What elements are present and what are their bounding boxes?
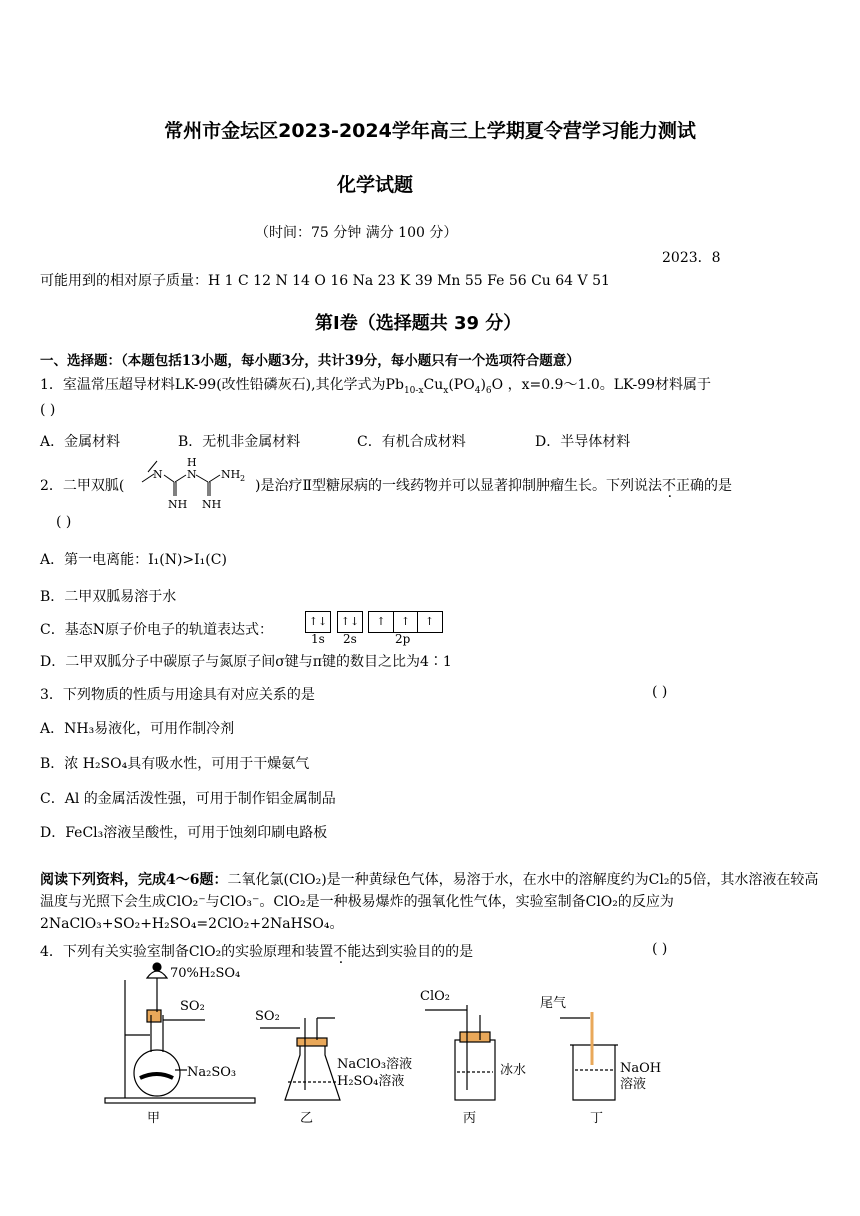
orbital-label-2s: 2s [343, 632, 357, 646]
yi-sol2-label: H₂SO₄溶液 [337, 1074, 405, 1089]
question-4-answer-blank: ( ) [652, 941, 668, 957]
reading-text: 二氧化氯(ClO₂)是一种黄绿色气体，易溶于水，在水中的溶解度约为Cl₂的5倍，其水溶液在较高温度与光照下会生成ClO₂⁻与ClO₃⁻。ClO₂是一种极易爆炸的强氧化性气体，实验室制备ClO₂的反应为2NaClO₃+SO₂+H₂SO₄=2ClO₂+2NaHSO₄。 [40, 872, 819, 932]
structure-n1: N [153, 468, 163, 481]
question-1-option-c[interactable]: C．有机合成材料 [357, 434, 466, 450]
orbital-label-2p: 2p [395, 632, 411, 646]
apparatus-figure [95, 960, 695, 1130]
section-title: 第Ⅰ卷（选择题共 39 分） [315, 313, 522, 334]
question-2-option-d[interactable]: D．二甲双胍分子中碳原子与氮原子间σ键与π键的数目之比为4∶1 [40, 654, 452, 670]
question-3-option-c[interactable]: C．Al 的金属活泼性强，可用于制作铝金属制品 [40, 791, 336, 807]
yi-label: 乙 [300, 1111, 314, 1126]
page-title: 常州市金坛区2023-2024学年高三上学期夏令营学习能力测试 [164, 120, 696, 142]
reading-passage [40, 869, 820, 935]
question-1-stem: 1．室温常压超导材料LK-99(改性铅磷灰石),其化学式为$Pb_{10-x}Cu_x(PO_4)_6O$ ，x=0.9～1.0。LK-99材料属于 [40, 377, 712, 396]
question-2-answer-blank: ( ) [56, 514, 72, 530]
apparatus-bing [425, 1005, 495, 1100]
emphasis-not-q4: 不 [333, 944, 348, 960]
ding-gas-label: 尾气 [540, 996, 567, 1011]
orbital-box-2s: ↑↓ [337, 611, 363, 633]
structure-n2: N [187, 468, 197, 481]
ding-sol2-label: 溶液 [620, 1077, 647, 1092]
emphasis-not: 不 [661, 478, 676, 494]
question-2-option-b[interactable]: B．二甲双胍易溶于水 [40, 589, 177, 605]
bing-gas-label: ClO₂ [420, 989, 450, 1004]
structure-nh-b: NH [202, 498, 222, 511]
bing-label: 丙 [463, 1111, 477, 1126]
atomic-masses: 可能用到的相对原子质量：H 1 C 12 N 14 O 16 Na 23 K 39 Mn 55 Fe 56 Cu 64 V 51 [40, 273, 610, 289]
reading-lead: 阅读下列资料，完成4～6题： [40, 872, 228, 888]
time-info: （时间：75 分钟 满分 100 分） [255, 225, 458, 241]
question-2-stem-a: 2．二甲双胍( [40, 478, 125, 494]
section-instruction: 一、选择题：（本题包括13小题，每小题3分，共计39分，每小题只有一个选项符合题意） [40, 353, 580, 369]
apparatus-jia [105, 963, 255, 1103]
structure-h: H [187, 456, 197, 469]
orbital-box-2p: ↑ ↑ ↑ [368, 611, 443, 633]
question-1-option-a[interactable]: A．金属材料 [40, 434, 121, 450]
jia-label: 甲 [147, 1111, 161, 1126]
orbital-label-1s: 1s [311, 632, 325, 646]
question-3-option-b[interactable]: B．浓 H₂SO₄具有吸水性，可用于干燥氨气 [40, 756, 310, 772]
question-1-answer-blank: ( ) [40, 402, 56, 418]
orbital-diagram [305, 611, 435, 647]
apparatus-yi [260, 1018, 340, 1100]
question-1-option-d[interactable]: D．半导体材料 [535, 434, 631, 450]
page-subtitle: 化学试题 [336, 174, 413, 196]
question-2-stem-b: )是治疗Ⅱ型糖尿病的一线药物并可以显著抑制肿瘤生长。下列说法不正确的是 [255, 478, 732, 494]
ding-sol1-label: NaOH [620, 1061, 662, 1076]
jia-solid-label: Na₂SO₃ [187, 1065, 237, 1080]
question-2-option-a[interactable]: A．第一电离能：I₁(N)>I₁(C) [40, 552, 227, 568]
structure-nh2-sub: 2 [240, 474, 246, 483]
jia-acid-label: 70%H₂SO₄ [170, 966, 241, 981]
exam-date: 2023．8 [662, 250, 721, 266]
structure-nh2: NH [221, 468, 241, 481]
metformin-structure [134, 456, 254, 512]
question-3-stem: 3．下列物质的性质与用途具有对应关系的是 [40, 687, 315, 703]
yi-gas-label: SO₂ [255, 1009, 280, 1024]
ding-label: 丁 [590, 1111, 604, 1126]
question-2-option-c[interactable]: C．基态N原子价电子的轨道表达式： [40, 622, 273, 638]
question-3-option-d[interactable]: D．FeCl₃溶液呈酸性，可用于蚀刻印刷电路板 [40, 825, 328, 841]
question-1-option-b[interactable]: B．无机非金属材料 [178, 434, 301, 450]
apparatus-ding [560, 1012, 618, 1100]
structure-nh-a: NH [168, 498, 188, 511]
bing-bath-label: 冰水 [500, 1063, 527, 1078]
jia-gas-label: SO₂ [180, 999, 205, 1014]
yi-sol1-label: NaClO₃溶液 [337, 1057, 413, 1072]
question-3-answer-blank: ( ) [652, 684, 668, 700]
orbital-box-1s: ↑↓ [305, 611, 331, 633]
question-3-option-a[interactable]: A．NH₃易液化，可用作制冷剂 [40, 721, 235, 737]
question-4-stem: 4．下列有关实验室制备ClO₂的实验原理和装置不能达到实验目的的是 [40, 944, 474, 960]
